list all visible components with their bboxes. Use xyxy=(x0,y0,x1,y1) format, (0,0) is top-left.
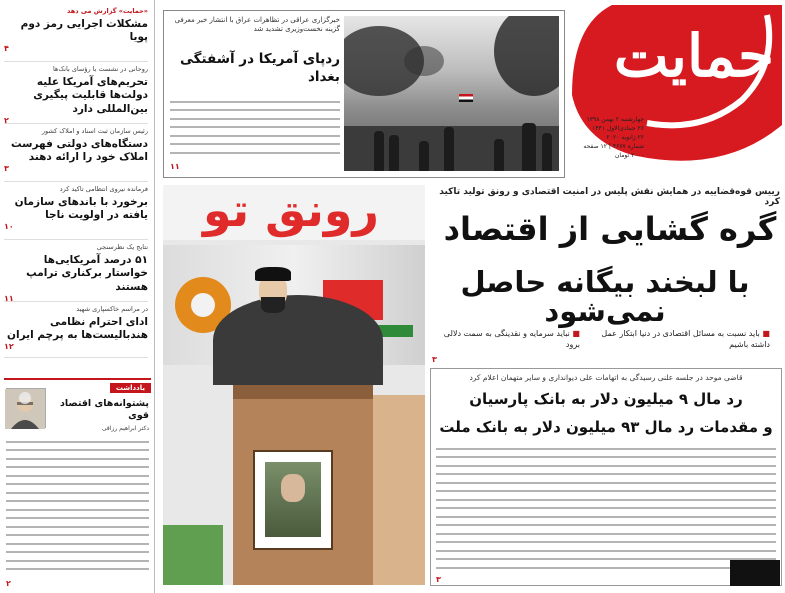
sidebar-news-kicker xyxy=(4,306,148,314)
lead-sub-right xyxy=(590,328,770,350)
issue-date-line: ۲۶ جمادی‌الاول ۱۴۴۱ xyxy=(592,125,644,132)
issue-date-line: شماره ۴۶۷۷ | ۱۲ صفحه xyxy=(583,143,644,150)
sidebar-news-kicker-text: نتایج یک نظرسنجی xyxy=(96,243,148,251)
second-story-kicker: قاضی موحد در جلسه علنی رسیدگی به اتهامات علی دیوانداری و سایر متهمان اعلام کرد xyxy=(469,373,743,382)
sidebar-news-headline[interactable]: ۵۱ درصد آمریکایی‌ها خواستار برکناری ترامپ هستند xyxy=(26,253,148,294)
lead-headline-1[interactable]: گره گشایی از اقتصاد xyxy=(443,210,777,248)
sidebar-news-item[interactable] xyxy=(4,240,148,302)
column-body xyxy=(6,438,149,578)
sidebar-news-headline[interactable]: دستگاه‌های دولتی فهرست املاک خود را ارائه دهند xyxy=(11,137,148,164)
sidebar-news-item[interactable] xyxy=(4,124,148,182)
top-story-headline[interactable]: ردپای آمریکا در آشفتگی بغداد xyxy=(179,51,340,86)
column-box xyxy=(4,378,151,590)
column-title[interactable]: پشتوانه‌های اقتصاد قوی xyxy=(60,398,149,421)
sidebar-news-page-number: ۱۲ xyxy=(4,342,14,352)
baghdad-protest-photo xyxy=(344,16,559,171)
lead-sub-left xyxy=(440,328,580,350)
lead-sub-right-text: باید نسبت به مسائل اقتصادی در دنیا ابتکار عمل داشته باشیم xyxy=(601,329,770,350)
bullet-icon: ■ xyxy=(759,329,770,338)
sidebar-news-kicker xyxy=(4,128,148,136)
sidebar-news-kicker-text: در مراسم خاکسپاری شهید xyxy=(76,305,148,313)
lead-sub-left-text: نباید سرمایه و نقدینگی به سمت دلالی برود xyxy=(443,329,580,350)
second-story-headline-2[interactable]: و مقدمات رد مال ۹۳ میلیون دلار به بانک ملت xyxy=(439,418,773,436)
top-story-body xyxy=(170,98,340,158)
lead-headline-2[interactable]: با لبخند بیگانه حاصل نمی‌شود xyxy=(460,265,750,328)
portrait-frame xyxy=(253,450,333,550)
issue-date-block xyxy=(564,115,644,160)
corner-ad-strip xyxy=(730,560,780,586)
sidebar-news-kicker-highlight: «حمایت» گزارش می دهد xyxy=(67,7,148,15)
sidebar-news-item[interactable] xyxy=(4,302,148,358)
column-page-number: ۲ xyxy=(6,579,11,588)
sidebar-news-item[interactable] xyxy=(4,4,148,62)
sidebar-news-kicker-text: فرمانده نیروی انتظامی تاکید کرد xyxy=(59,185,148,193)
second-story-body xyxy=(436,445,776,573)
sidebar-news-kicker-text: روحانی در نشست با رؤسای بانک‌ها xyxy=(52,65,148,73)
issue-date-line: ۲۲ ژانویه ۲۰۲۰ xyxy=(606,134,644,141)
bullet-icon: ■ xyxy=(569,329,580,338)
sidebar-news-page-number: ۱۱ xyxy=(4,293,14,303)
lead-page-number: ۳ xyxy=(432,355,437,364)
issue-date-line: ۲۰۰۰ تومان xyxy=(614,152,644,159)
top-story-page-number: ۱۱ xyxy=(170,162,180,171)
author-photo xyxy=(6,388,46,428)
sidebar-news-page-number: ۱۰ xyxy=(4,222,14,232)
sidebar-news-headline[interactable]: مشکلات اجرایی رمز دوم پویا xyxy=(20,17,148,44)
masthead xyxy=(572,5,782,180)
sidebar-news-headline[interactable]: برخورد با باندهای سازمان یافته در اولویت ناجا xyxy=(14,195,148,222)
banner-text: رونق تو xyxy=(203,185,379,237)
column-label: یادداشت xyxy=(110,383,151,393)
top-story-kicker: خبرگزاری عراقی در تظاهرات عراق با انتشار خبر معرفی گزینه نخست‌وزیری تشدید شد xyxy=(174,16,340,34)
logo-wordmark[interactable]: حمایت xyxy=(613,22,774,90)
second-story-headline-1[interactable]: رد مال ۹ میلیون دلار به بانک پارسیان xyxy=(469,390,743,408)
sidebar-news-page-number: ۳ xyxy=(4,164,9,174)
sidebar-news-list xyxy=(4,4,148,358)
sidebar-news-kicker-text: رئیس سازمان ثبت اسناد و املاک کشور xyxy=(41,127,148,135)
sidebar-news-page-number: ۴ xyxy=(4,44,9,54)
sidebar-news-kicker xyxy=(4,244,148,252)
sidebar-news-kicker xyxy=(4,66,148,74)
sidebar-news-page-number: ۲ xyxy=(4,115,9,125)
issue-date-line: چهارشنبه ۲ بهمن ۱۳۹۸ xyxy=(586,116,644,123)
sidebar-news-headline[interactable]: تحریم‌های آمریکا علیه دولت‌ها قابلیت پیگیری بین‌المللی دارد xyxy=(33,75,148,116)
sidebar-news-item[interactable] xyxy=(4,182,148,240)
lead-kicker: رییس قوه‌قضاییه در همایش نقش پلیس در امنیت اقتصادی و رونق تولید تاکید کرد xyxy=(439,187,780,207)
raisi-speech-photo xyxy=(163,185,425,585)
sidebar-news-item[interactable] xyxy=(4,62,148,124)
second-story-page-number: ۳ xyxy=(436,575,441,584)
sidebar-news-kicker xyxy=(4,8,148,16)
sidebar-news-headline[interactable]: ادای احترام نظامی هندبالیست‌ها به پرچم ایران xyxy=(7,315,148,342)
column-author: دکتر ابراهیم رزاقی xyxy=(101,425,149,432)
sidebar-news-kicker xyxy=(4,186,148,194)
